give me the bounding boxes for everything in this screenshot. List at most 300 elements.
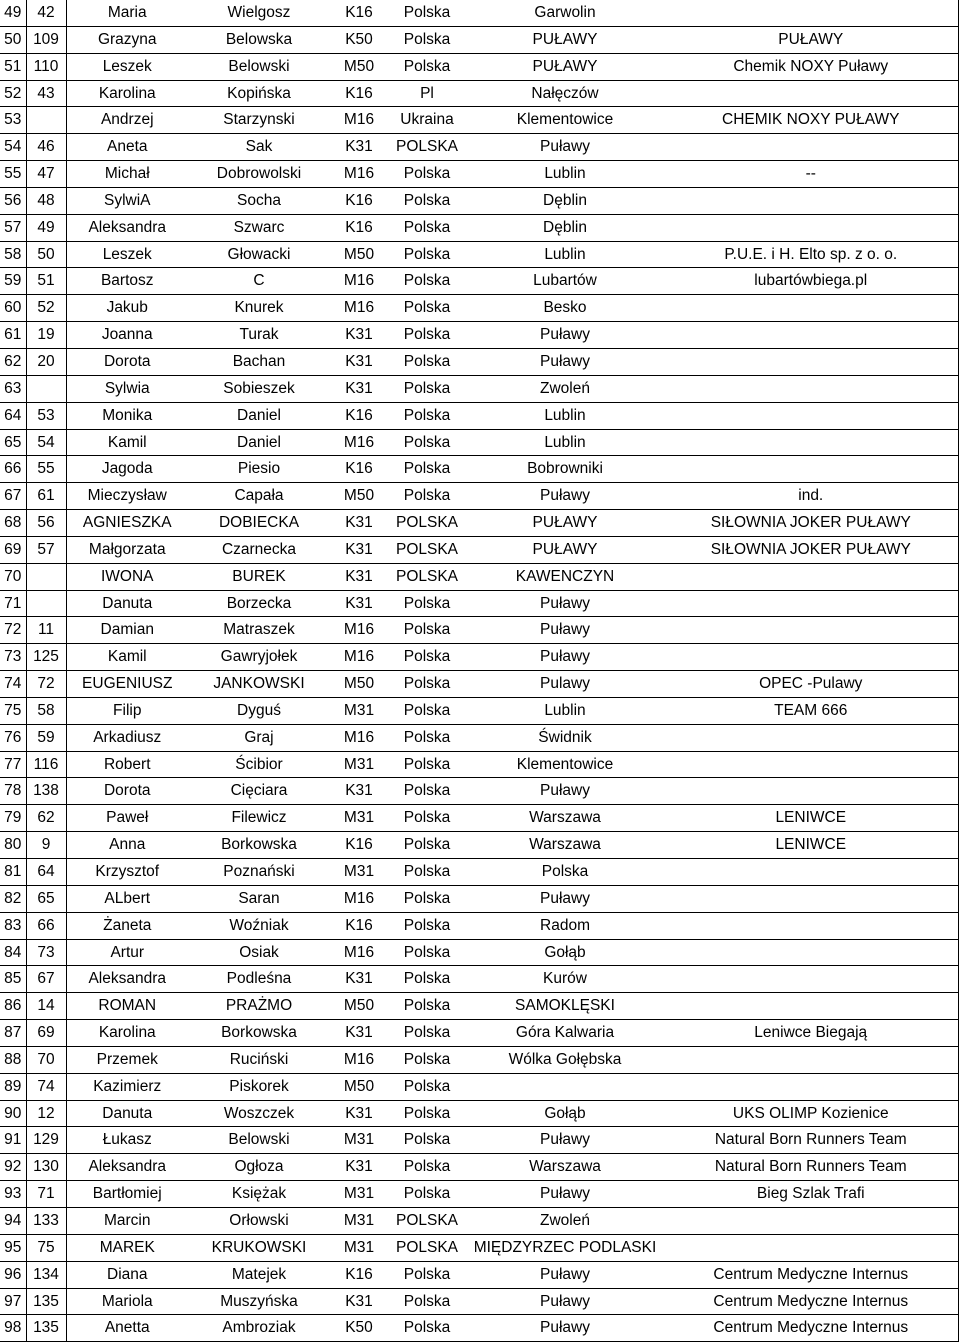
bib-number-cell: 71 <box>26 1181 66 1208</box>
city-cell: Lubartów <box>466 268 664 295</box>
city-cell: Garwolin <box>466 0 664 26</box>
position-cell: 67 <box>0 483 26 510</box>
first-name-cell: Danuta <box>66 590 188 617</box>
country-cell: Ukraina <box>388 107 466 134</box>
city-cell: Puławy <box>466 778 664 805</box>
table-row <box>0 456 958 483</box>
first-name-cell: Robert <box>66 751 188 778</box>
country-cell: Polska <box>388 1261 466 1288</box>
last-name-cell: Daniel <box>188 429 330 456</box>
city-cell: Radom <box>466 912 664 939</box>
bib-number-cell: 110 <box>26 53 66 80</box>
last-name-cell: JANKOWSKI <box>188 671 330 698</box>
bib-number-cell: 138 <box>26 778 66 805</box>
country-cell: Polska <box>388 617 466 644</box>
first-name-cell: Bartłomiej <box>66 1181 188 1208</box>
first-name-cell: Grazyna <box>66 26 188 53</box>
first-name-cell: Maria <box>66 0 188 26</box>
first-name-cell: IWONA <box>66 563 188 590</box>
country-cell: Polska <box>388 348 466 375</box>
first-name-cell: Łukasz <box>66 1127 188 1154</box>
country-cell: Pl <box>388 80 466 107</box>
last-name-cell: Ambroziak <box>188 1315 330 1342</box>
position-cell: 88 <box>0 1046 26 1073</box>
club-cell: CHEMIK NOXY PUŁAWY <box>664 107 958 134</box>
category-cell: M16 <box>330 429 388 456</box>
bib-number-cell: 52 <box>26 295 66 322</box>
city-cell: Zwoleń <box>466 1207 664 1234</box>
country-cell: Polska <box>388 402 466 429</box>
country-cell: Polska <box>388 214 466 241</box>
table-row <box>0 26 958 53</box>
city-cell: Lublin <box>466 241 664 268</box>
category-cell: M50 <box>330 671 388 698</box>
club-cell <box>664 563 958 590</box>
position-cell: 57 <box>0 214 26 241</box>
table-row <box>0 1073 958 1100</box>
last-name-cell: Daniel <box>188 402 330 429</box>
country-cell: Polska <box>388 751 466 778</box>
first-name-cell: Andrzej <box>66 107 188 134</box>
bib-number-cell: 75 <box>26 1234 66 1261</box>
category-cell: M31 <box>330 805 388 832</box>
table-row <box>0 859 958 886</box>
category-cell: M31 <box>330 1207 388 1234</box>
first-name-cell: AGNIESZKA <box>66 510 188 537</box>
category-cell: K50 <box>330 26 388 53</box>
bib-number-cell: 58 <box>26 697 66 724</box>
city-cell: Klementowice <box>466 751 664 778</box>
table-row <box>0 563 958 590</box>
position-cell: 49 <box>0 0 26 26</box>
country-cell: Polska <box>388 671 466 698</box>
category-cell: K31 <box>330 966 388 993</box>
city-cell: Puławy <box>466 483 664 510</box>
position-cell: 96 <box>0 1261 26 1288</box>
club-cell <box>664 912 958 939</box>
table-row <box>0 510 958 537</box>
bib-number-cell: 129 <box>26 1127 66 1154</box>
country-cell: Polska <box>388 885 466 912</box>
category-cell: K31 <box>330 1288 388 1315</box>
club-cell: SIŁOWNIA JOKER PUŁAWY <box>664 536 958 563</box>
last-name-cell: Woszczek <box>188 1100 330 1127</box>
country-cell: POLSKA <box>388 510 466 537</box>
position-cell: 87 <box>0 1020 26 1047</box>
city-cell: Polska <box>466 859 664 886</box>
city-cell: Puławy <box>466 322 664 349</box>
club-cell: UKS OLIMP Kozienice <box>664 1100 958 1127</box>
club-cell <box>664 1046 958 1073</box>
table-row <box>0 1020 958 1047</box>
table-row <box>0 483 958 510</box>
club-cell: LENIWCE <box>664 805 958 832</box>
table-row <box>0 268 958 295</box>
category-cell: K31 <box>330 590 388 617</box>
position-cell: 73 <box>0 644 26 671</box>
bib-number-cell: 59 <box>26 724 66 751</box>
first-name-cell: Marcin <box>66 1207 188 1234</box>
first-name-cell: Paweł <box>66 805 188 832</box>
country-cell: Polska <box>388 1100 466 1127</box>
first-name-cell: Monika <box>66 402 188 429</box>
first-name-cell: Arkadiusz <box>66 724 188 751</box>
table-row <box>0 1207 958 1234</box>
category-cell: K31 <box>330 778 388 805</box>
bib-number-cell: 70 <box>26 1046 66 1073</box>
country-cell: Polska <box>388 1073 466 1100</box>
category-cell: M16 <box>330 295 388 322</box>
first-name-cell: Aleksandra <box>66 1154 188 1181</box>
club-cell <box>664 724 958 751</box>
city-cell: Zwoleń <box>466 375 664 402</box>
club-cell: Centrum Medyczne Internus <box>664 1261 958 1288</box>
first-name-cell: Aleksandra <box>66 214 188 241</box>
club-cell <box>664 778 958 805</box>
bib-number-cell <box>26 107 66 134</box>
club-cell <box>664 885 958 912</box>
first-name-cell: Małgorzata <box>66 536 188 563</box>
first-name-cell: Aneta <box>66 134 188 161</box>
category-cell: K16 <box>330 832 388 859</box>
last-name-cell: Orłowski <box>188 1207 330 1234</box>
category-cell: M31 <box>330 697 388 724</box>
first-name-cell: Anna <box>66 832 188 859</box>
last-name-cell: Wielgosz <box>188 0 330 26</box>
position-cell: 70 <box>0 563 26 590</box>
country-cell: Polska <box>388 859 466 886</box>
position-cell: 80 <box>0 832 26 859</box>
bib-number-cell: 46 <box>26 134 66 161</box>
position-cell: 74 <box>0 671 26 698</box>
position-cell: 69 <box>0 536 26 563</box>
category-cell: M16 <box>330 939 388 966</box>
club-cell <box>664 859 958 886</box>
last-name-cell: Ścibior <box>188 751 330 778</box>
club-cell <box>664 1073 958 1100</box>
position-cell: 64 <box>0 402 26 429</box>
position-cell: 95 <box>0 1234 26 1261</box>
last-name-cell: Gawryjołek <box>188 644 330 671</box>
position-cell: 58 <box>0 241 26 268</box>
first-name-cell: Kamil <box>66 644 188 671</box>
bib-number-cell: 125 <box>26 644 66 671</box>
club-cell: ind. <box>664 483 958 510</box>
country-cell: Polska <box>388 1181 466 1208</box>
bib-number-cell: 42 <box>26 0 66 26</box>
club-cell <box>664 590 958 617</box>
table-row <box>0 0 958 26</box>
category-cell: M16 <box>330 1046 388 1073</box>
table-row <box>0 53 958 80</box>
table-row <box>0 697 958 724</box>
city-cell: Warszawa <box>466 832 664 859</box>
country-cell: Polska <box>388 644 466 671</box>
bib-number-cell: 51 <box>26 268 66 295</box>
table-row <box>0 348 958 375</box>
last-name-cell: Borkowska <box>188 1020 330 1047</box>
table-row <box>0 1315 958 1342</box>
bib-number-cell: 53 <box>26 402 66 429</box>
position-cell: 63 <box>0 375 26 402</box>
club-cell <box>664 1207 958 1234</box>
country-cell: Polska <box>388 1288 466 1315</box>
country-cell: Polska <box>388 429 466 456</box>
table-row <box>0 751 958 778</box>
city-cell: Puławy <box>466 644 664 671</box>
category-cell: M16 <box>330 107 388 134</box>
bib-number-cell: 62 <box>26 805 66 832</box>
country-cell: Polska <box>388 26 466 53</box>
position-cell: 92 <box>0 1154 26 1181</box>
club-cell <box>664 966 958 993</box>
position-cell: 56 <box>0 187 26 214</box>
city-cell: Lublin <box>466 161 664 188</box>
last-name-cell: Podleśna <box>188 966 330 993</box>
first-name-cell: Aleksandra <box>66 966 188 993</box>
last-name-cell: Borzecka <box>188 590 330 617</box>
table-row <box>0 1261 958 1288</box>
table-row <box>0 322 958 349</box>
table-row <box>0 724 958 751</box>
first-name-cell: Sylwia <box>66 375 188 402</box>
city-cell: Puławy <box>466 885 664 912</box>
table-row <box>0 402 958 429</box>
table-row <box>0 671 958 698</box>
country-cell: POLSKA <box>388 536 466 563</box>
table-row <box>0 107 958 134</box>
category-cell: K16 <box>330 402 388 429</box>
city-cell: Puławy <box>466 348 664 375</box>
position-cell: 75 <box>0 697 26 724</box>
city-cell <box>466 1073 664 1100</box>
country-cell: Polska <box>388 590 466 617</box>
first-name-cell: Kazimierz <box>66 1073 188 1100</box>
category-cell: K16 <box>330 187 388 214</box>
category-cell: K16 <box>330 912 388 939</box>
city-cell: Dęblin <box>466 187 664 214</box>
position-cell: 65 <box>0 429 26 456</box>
first-name-cell: Artur <box>66 939 188 966</box>
category-cell: M16 <box>330 617 388 644</box>
first-name-cell: Anetta <box>66 1315 188 1342</box>
club-cell <box>664 644 958 671</box>
first-name-cell: Przemek <box>66 1046 188 1073</box>
country-cell: Polska <box>388 53 466 80</box>
last-name-cell: Kopińska <box>188 80 330 107</box>
category-cell: K16 <box>330 1261 388 1288</box>
position-cell: 72 <box>0 617 26 644</box>
club-cell <box>664 348 958 375</box>
last-name-cell: Dyguś <box>188 697 330 724</box>
bib-number-cell: 55 <box>26 456 66 483</box>
table-row <box>0 80 958 107</box>
table-row <box>0 187 958 214</box>
category-cell: K50 <box>330 1315 388 1342</box>
city-cell: Gołąb <box>466 939 664 966</box>
club-cell: SIŁOWNIA JOKER PUŁAWY <box>664 510 958 537</box>
bib-number-cell <box>26 375 66 402</box>
last-name-cell: Knurek <box>188 295 330 322</box>
category-cell: K31 <box>330 134 388 161</box>
position-cell: 59 <box>0 268 26 295</box>
bib-number-cell <box>26 590 66 617</box>
bib-number-cell: 20 <box>26 348 66 375</box>
first-name-cell: Karolina <box>66 1020 188 1047</box>
first-name-cell: Jakub <box>66 295 188 322</box>
table-row <box>0 617 958 644</box>
bib-number-cell: 72 <box>26 671 66 698</box>
club-cell: Centrum Medyczne Internus <box>664 1315 958 1342</box>
city-cell: PUŁAWY <box>466 536 664 563</box>
city-cell: Pulawy <box>466 671 664 698</box>
category-cell: K31 <box>330 322 388 349</box>
table-row <box>0 590 958 617</box>
country-cell: Polska <box>388 0 466 26</box>
club-cell: TEAM 666 <box>664 697 958 724</box>
last-name-cell: BUREK <box>188 563 330 590</box>
first-name-cell: MAREK <box>66 1234 188 1261</box>
last-name-cell: Piskorek <box>188 1073 330 1100</box>
position-cell: 52 <box>0 80 26 107</box>
club-cell <box>664 429 958 456</box>
city-cell: Gołąb <box>466 1100 664 1127</box>
bib-number-cell: 130 <box>26 1154 66 1181</box>
bib-number-cell: 43 <box>26 80 66 107</box>
table-row <box>0 429 958 456</box>
bib-number-cell: 116 <box>26 751 66 778</box>
position-cell: 97 <box>0 1288 26 1315</box>
club-cell <box>664 0 958 26</box>
category-cell: M50 <box>330 53 388 80</box>
table-row <box>0 1288 958 1315</box>
category-cell: M16 <box>330 644 388 671</box>
position-cell: 51 <box>0 53 26 80</box>
country-cell: Polska <box>388 805 466 832</box>
table-row <box>0 161 958 188</box>
position-cell: 83 <box>0 912 26 939</box>
country-cell: Polska <box>388 161 466 188</box>
city-cell: Wólka Gołębska <box>466 1046 664 1073</box>
bib-number-cell: 54 <box>26 429 66 456</box>
last-name-cell: Turak <box>188 322 330 349</box>
position-cell: 77 <box>0 751 26 778</box>
first-name-cell: Michał <box>66 161 188 188</box>
city-cell: Puławy <box>466 134 664 161</box>
bib-number-cell: 11 <box>26 617 66 644</box>
country-cell: Polska <box>388 966 466 993</box>
club-cell: Natural Born Runners Team <box>664 1154 958 1181</box>
country-cell: Polska <box>388 939 466 966</box>
table-row <box>0 832 958 859</box>
club-cell <box>664 134 958 161</box>
category-cell: M50 <box>330 241 388 268</box>
category-cell: K31 <box>330 510 388 537</box>
first-name-cell: ROMAN <box>66 993 188 1020</box>
last-name-cell: Muszyńska <box>188 1288 330 1315</box>
first-name-cell: ALbert <box>66 885 188 912</box>
position-cell: 50 <box>0 26 26 53</box>
country-cell: Polska <box>388 456 466 483</box>
position-cell: 89 <box>0 1073 26 1100</box>
bib-number-cell: 19 <box>26 322 66 349</box>
position-cell: 86 <box>0 993 26 1020</box>
first-name-cell: Diana <box>66 1261 188 1288</box>
city-cell: Puławy <box>466 1288 664 1315</box>
category-cell: K31 <box>330 1154 388 1181</box>
club-cell <box>664 187 958 214</box>
last-name-cell: Starzynski <box>188 107 330 134</box>
position-cell: 66 <box>0 456 26 483</box>
country-cell: Polska <box>388 1046 466 1073</box>
bib-number-cell: 109 <box>26 26 66 53</box>
table-row <box>0 1127 958 1154</box>
position-cell: 84 <box>0 939 26 966</box>
last-name-cell: Matejek <box>188 1261 330 1288</box>
club-cell: Natural Born Runners Team <box>664 1127 958 1154</box>
club-cell: -- <box>664 161 958 188</box>
city-cell: Nałęczów <box>466 80 664 107</box>
category-cell: M31 <box>330 751 388 778</box>
last-name-cell: Filewicz <box>188 805 330 832</box>
bib-number-cell: 133 <box>26 1207 66 1234</box>
city-cell: Besko <box>466 295 664 322</box>
bib-number-cell: 47 <box>26 161 66 188</box>
position-cell: 94 <box>0 1207 26 1234</box>
bib-number-cell: 66 <box>26 912 66 939</box>
club-cell <box>664 751 958 778</box>
last-name-cell: Księżak <box>188 1181 330 1208</box>
table-row <box>0 778 958 805</box>
category-cell: M31 <box>330 1234 388 1261</box>
bib-number-cell: 56 <box>26 510 66 537</box>
table-row <box>0 912 958 939</box>
first-name-cell: Dorota <box>66 348 188 375</box>
country-cell: Polska <box>388 375 466 402</box>
club-cell: OPEC -Pulawy <box>664 671 958 698</box>
category-cell: K31 <box>330 1100 388 1127</box>
club-cell: Chemik NOXY Puławy <box>664 53 958 80</box>
position-cell: 90 <box>0 1100 26 1127</box>
first-name-cell: SylwiA <box>66 187 188 214</box>
position-cell: 82 <box>0 885 26 912</box>
country-cell: Polska <box>388 724 466 751</box>
bib-number-cell: 69 <box>26 1020 66 1047</box>
bib-number-cell: 64 <box>26 859 66 886</box>
club-cell <box>664 402 958 429</box>
city-cell: MIĘDZYRZEC PODLASKI <box>466 1234 664 1261</box>
category-cell: M50 <box>330 993 388 1020</box>
country-cell: Polska <box>388 322 466 349</box>
country-cell: POLSKA <box>388 1234 466 1261</box>
bib-number-cell: 12 <box>26 1100 66 1127</box>
club-cell: Bieg Szlak Trafi <box>664 1181 958 1208</box>
last-name-cell: Belowski <box>188 53 330 80</box>
country-cell: Polska <box>388 778 466 805</box>
first-name-cell: Danuta <box>66 1100 188 1127</box>
table-row <box>0 966 958 993</box>
bib-number-cell: 50 <box>26 241 66 268</box>
club-cell: lubartówbiega.pl <box>664 268 958 295</box>
first-name-cell: Filip <box>66 697 188 724</box>
table-row <box>0 1154 958 1181</box>
city-cell: Puławy <box>466 617 664 644</box>
country-cell: Polska <box>388 187 466 214</box>
category-cell: M31 <box>330 859 388 886</box>
last-name-cell: Ogłoza <box>188 1154 330 1181</box>
last-name-cell: Belowska <box>188 26 330 53</box>
table-row <box>0 1234 958 1261</box>
